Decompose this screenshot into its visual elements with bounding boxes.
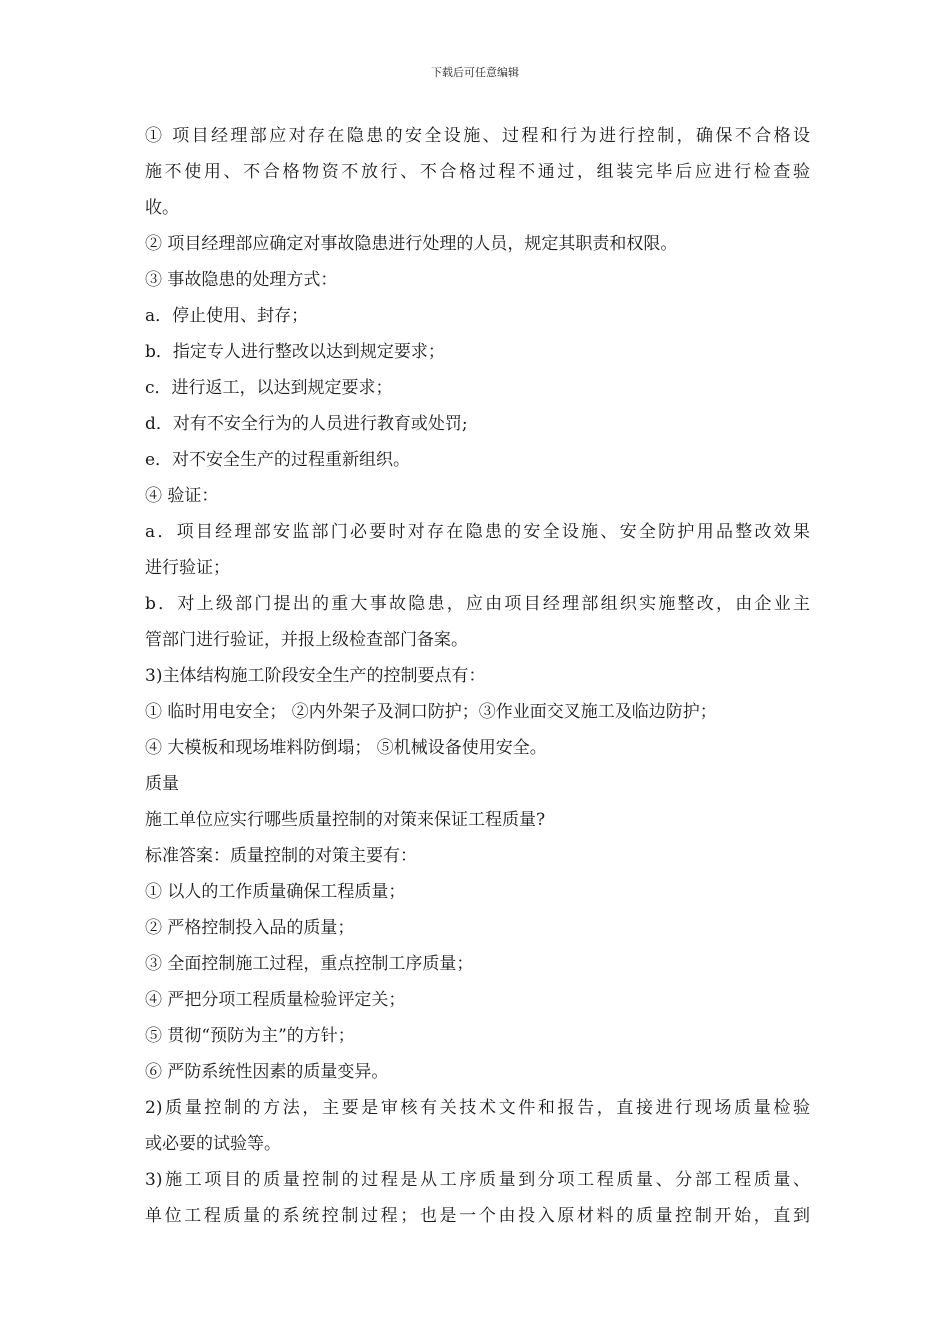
text-line: 3)施工项目的质量控制的过程是从工序质量到分项工程质量、分部工程质量、 — [145, 1170, 810, 1190]
text-line: 质量 — [145, 774, 179, 794]
text-line: c．进行返工，以达到规定要求； — [145, 378, 393, 398]
text-line: ④ 大模板和现场堆料防倒塌； ⑤机械设备使用安全。 — [145, 738, 547, 758]
text-line: ⑤ 贯彻“预防为主”的方针； — [145, 1026, 355, 1046]
text-line: ⑥ 严防系统性因素的质量变异。 — [145, 1062, 389, 1082]
text-line: ② 项目经理部应确定对事故隐患进行处理的人员，规定其职责和权限。 — [145, 234, 678, 254]
text-line: 施工单位应实行哪些质量控制的对策来保证工程质量? — [145, 810, 546, 830]
text-line: 3)主体结构施工阶段安全生产的控制要点有： — [145, 666, 486, 686]
text-line: ① 项目经理部应对存在隐患的安全设施、过程和行为进行控制，确保不合格设 — [145, 126, 810, 146]
text-line: ③ 全面控制施工过程，重点控制工序质量； — [145, 954, 474, 974]
text-line: 管部门进行验证，并报上级检查部门备案。 — [145, 630, 468, 650]
text-line: b．指定专人进行整改以达到规定要求； — [145, 342, 445, 362]
text-line: ③ 事故隐患的处理方式： — [145, 270, 338, 290]
text-line: b．对上级部门提出的重大事故隐患，应由项目经理部组织实施整改，由企业主 — [145, 594, 810, 614]
document-body — [145, 118, 810, 1234]
text-line: 施不使用、不合格物资不放行、不合格过程不通过，组装完毕后应进行检查验 — [145, 162, 810, 182]
text-line: 2)质量控制的方法，主要是审核有关技术文件和报告，直接进行现场质量检验 — [145, 1098, 810, 1118]
text-line: d．对有不安全行为的人员进行教育或处罚; — [145, 414, 468, 434]
text-line: ② 严格控制投入品的质量； — [145, 918, 355, 938]
text-line: 单位工程质量的系统控制过程；也是一个由投入原材料的质量控制开始，直到 — [145, 1206, 810, 1226]
text-line: e．对不安全生产的过程重新组织。 — [145, 450, 411, 470]
text-line: 标准答案：质量控制的对策主要有： — [145, 846, 417, 866]
text-line: ④ 严把分项工程质量检验评定关； — [145, 990, 406, 1010]
text-line: 或必要的试验等。 — [145, 1134, 281, 1154]
text-line: 收。 — [145, 198, 179, 218]
text-line: a．项目经理部安监部门必要时对存在隐患的安全设施、安全防护用品整改效果 — [145, 522, 810, 542]
text-line: a．停止使用、封存； — [145, 306, 309, 326]
text-line: ① 临时用电安全； ②内外架子及洞口防护；③作业面交叉施工及临边防护； — [145, 702, 717, 722]
text-line: ④ 验证： — [145, 486, 219, 506]
text-line: ① 以人的工作质量确保工程质量； — [145, 882, 406, 902]
page-header: 下载后可任意编辑 — [431, 66, 519, 79]
text-line: 进行验证； — [145, 558, 230, 578]
